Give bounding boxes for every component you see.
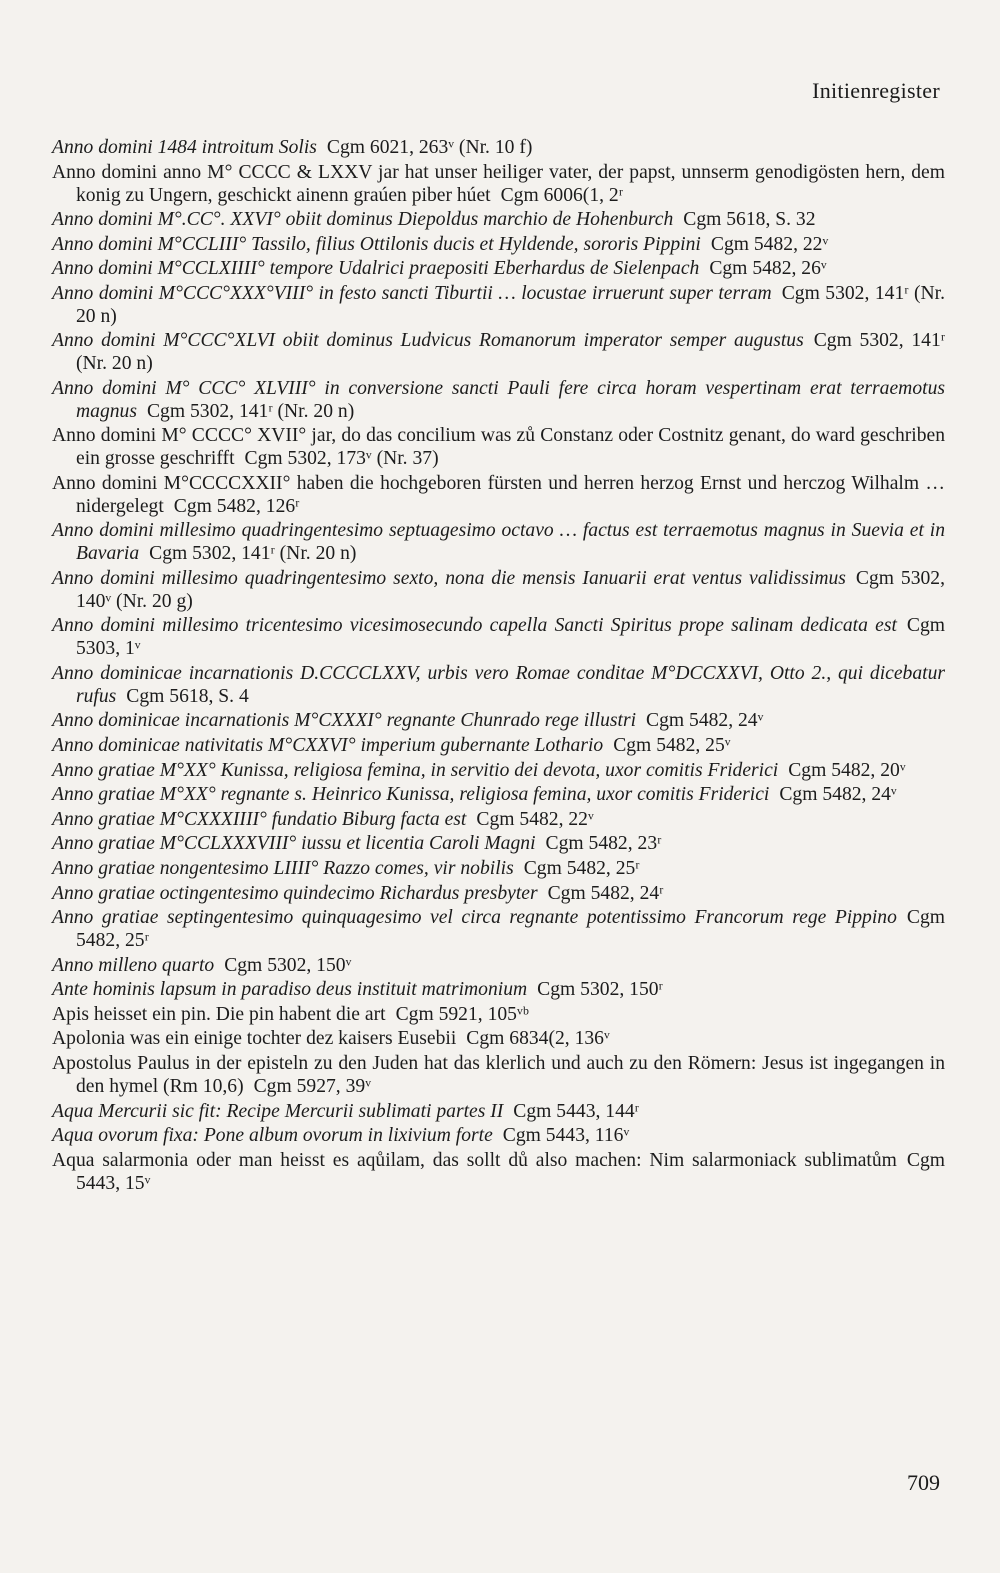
index-entry — [52, 907, 945, 953]
index-entry — [52, 809, 945, 832]
entry-incipit: Anno gratiae M°CXXXIIII° fundatio Biburg facta est — [52, 808, 467, 830]
index-entry — [52, 883, 945, 906]
index-entry — [52, 378, 945, 424]
entry-shelfmark: Cgm 5482, 20ᵛ — [788, 759, 906, 781]
index-entry — [52, 1125, 945, 1148]
index-entry — [52, 615, 945, 661]
index-entry — [52, 1028, 945, 1051]
page-header-title: Initienregister — [812, 78, 940, 103]
index-entry — [52, 162, 945, 208]
entry-incipit: Aqua ovorum fixa: Pone album ovorum in lixivium forte — [52, 1125, 493, 1147]
entry-incipit: Anno domini M°CCC°XLVI obiit dominus Ludvicus Romanorum imperator semper augustus — [52, 330, 804, 352]
entry-incipit: Anno domini millesimo quadringentesimo septuagesimo octavo … factus est terraemotus magnus in Suevia et in Bavaria — [52, 520, 945, 565]
entry-incipit: Anno domini M°CCCCXXII° haben die hochgeboren fürsten und herren herzog Ernst und herczog Wilhalm … nidergelegt — [52, 472, 945, 517]
entry-shelfmark: Cgm 5443, 116ᵛ — [502, 1125, 630, 1147]
entry-shelfmark: Cgm 5618, S. 32 — [683, 209, 816, 231]
entry-shelfmark: Cgm 5482, 24ᵛ — [779, 784, 897, 806]
entry-shelfmark: Cgm 6834(2, 136ᵛ — [466, 1028, 610, 1050]
entry-shelfmark: Cgm 5927, 39ᵛ — [253, 1075, 371, 1097]
entry-shelfmark: Cgm 5482, 24ʳ — [547, 882, 664, 904]
entry-shelfmark: Cgm 5302, 173ᵛ (Nr. 37) — [244, 448, 439, 470]
index-entries — [52, 137, 945, 1197]
index-entry — [52, 735, 945, 758]
entry-shelfmark: Cgm 5443, 144ʳ — [513, 1100, 639, 1122]
entry-incipit: Anno domini M°.CC°. XXVI° obiit dominus Diepoldus marchio de Hohenburch — [52, 209, 674, 231]
index-entry — [52, 425, 945, 471]
entry-shelfmark: Cgm 5618, S. 4 — [126, 685, 249, 707]
entry-shelfmark: Cgm 5302, 141ʳ (Nr. 20 n) — [146, 400, 355, 422]
index-entry — [52, 1150, 945, 1196]
entry-incipit: Aqua Mercurii sic fit: Recipe Mercurii sublimati partes II — [52, 1100, 504, 1122]
index-entry — [52, 955, 945, 978]
index-entry — [52, 1004, 945, 1027]
entry-incipit: Anno gratiae nongentesimo LIIII° Razzo comes, vir nobilis — [52, 857, 514, 879]
entry-shelfmark: Cgm 5482, 26ᵛ — [709, 258, 827, 280]
entry-incipit: Anno domini M° CCCC° XVII° jar, do das concilium was zů Constanz oder Costnitz genant, do ward geschriben ein grosse geschrifft — [52, 425, 945, 470]
entry-incipit: Anno domini M°CCLIII° Tassilo, filius Ottilonis ducis et Hyldende, sororis Pippini — [52, 233, 701, 255]
index-entry — [52, 473, 945, 519]
entry-incipit: Aqua salarmonia oder man heisst es aqůilam, das sollt dů also machen: Nim salarmoniack sublimatům — [52, 1149, 897, 1171]
entry-incipit: Anno domini M°CCLXIIII° tempore Udalrici praepositi Eberhardus de Sielenpach — [52, 258, 700, 280]
index-entry — [52, 137, 945, 160]
index-entry — [52, 1101, 945, 1124]
entry-incipit: Anno gratiae septingentesimo quinquagesimo vel circa regnante potentissimo Francorum rege Pippino — [52, 907, 897, 929]
entry-shelfmark: Cgm 5443, 15ᵛ — [76, 1149, 945, 1194]
entry-incipit: Anno dominicae incarnationis D.CCCCLXXV, urbis vero Romae conditae M°DCCXXVI, Otto 2., qui dicebatur rufus — [52, 662, 945, 707]
entry-incipit: Anno gratiae octingentesimo quindecimo Richardus presbyter — [52, 882, 538, 904]
entry-shelfmark: Cgm 5482, 23ʳ — [545, 833, 662, 855]
entry-incipit: Anno domini millesimo tricentesimo vicesimosecundo capella Sancti Spiritus prope salinam dedicata est — [52, 615, 897, 637]
index-entry — [52, 209, 945, 232]
index-entry — [52, 568, 945, 614]
index-entry — [52, 1053, 945, 1099]
entry-shelfmark: Cgm 5921, 105ᵛᵇ — [395, 1003, 529, 1025]
entry-shelfmark: Cgm 5482, 25ᵛ — [613, 734, 731, 756]
entry-shelfmark: Cgm 5482, 126ʳ — [173, 495, 300, 517]
index-entry — [52, 283, 945, 329]
entry-shelfmark: Cgm 6021, 263ᵛ (Nr. 10 f) — [326, 137, 533, 158]
entry-incipit: Anno gratiae M°XX° Kunissa, religiosa femina, in servitio dei devota, uxor comitis Friderici — [52, 759, 779, 781]
index-entry — [52, 710, 945, 733]
entry-shelfmark: Cgm 5302, 150ᵛ — [224, 954, 352, 976]
entry-incipit: Anno dominicae nativitatis M°CXXVI° imperium gubernante Lothario — [52, 734, 604, 756]
entry-shelfmark: Cgm 5482, 25ʳ — [76, 907, 945, 952]
page-number: 709 — [907, 1470, 940, 1495]
entry-shelfmark: Cgm 5482, 25ʳ — [523, 857, 640, 879]
index-entry — [52, 258, 945, 281]
entry-shelfmark: Cgm 5303, 1ᵛ — [76, 615, 945, 660]
index-entry — [52, 330, 945, 376]
index-entry — [52, 784, 945, 807]
entry-incipit: Anno milleno quarto — [52, 954, 215, 976]
entry-shelfmark: Cgm 5302, 141ʳ (Nr. 20 n) — [76, 330, 946, 375]
entry-incipit: Apostolus Paulus in der episteln zu den Juden hat das klerlich und auch zu den Römern: Jesus ist ingegangen in den hymel (Rm 10,6) — [52, 1053, 945, 1097]
entry-incipit: Ante hominis lapsum in paradiso deus instituit matrimonium — [52, 979, 528, 1001]
entry-incipit: Apis heisset ein pin. Die pin habent die art — [52, 1003, 386, 1025]
entry-shelfmark: Cgm 6006(1, 2ʳ — [500, 184, 623, 206]
index-entry — [52, 663, 945, 709]
entry-incipit: Anno domini 1484 introitum Solis — [52, 137, 317, 158]
index-entry — [52, 858, 945, 881]
entry-shelfmark: Cgm 5302, 141ʳ (Nr. 20 n) — [149, 543, 357, 565]
entry-incipit: Anno gratiae M°XX° regnante s. Heinrico Kunissa, religiosa femina, uxor comitis Friderici — [52, 784, 770, 806]
entry-shelfmark: Cgm 5302, 140ᵛ (Nr. 20 g) — [76, 567, 945, 612]
entry-incipit: Apolonia was ein einige tochter dez kaisers Eusebii — [52, 1028, 457, 1050]
entry-shelfmark: Cgm 5482, 22ᵛ — [476, 808, 594, 830]
index-entry — [52, 833, 945, 856]
entry-shelfmark: Cgm 5482, 24ᵛ — [646, 710, 764, 732]
index-entry — [52, 979, 945, 1002]
entry-incipit: Anno domini millesimo quadringentesimo sexto, nona die mensis Ianuarii erat ventus validissimus — [52, 567, 846, 589]
index-entry — [52, 234, 945, 257]
entry-shelfmark: Cgm 5302, 150ʳ — [537, 979, 663, 1001]
entry-incipit: Anno domini anno M° CCCC & LXXV jar hat unser heiliger vater, der papst, unnserm genodigösten hern, dem konig zu Ungern, geschickt ainenn graúen piber húet — [52, 161, 945, 206]
entry-incipit: Anno gratiae M°CCLXXXVIII° iussu et licentia Caroli Magni — [52, 833, 536, 855]
entry-shelfmark: Cgm 5482, 22ᵛ — [710, 233, 829, 255]
entry-incipit: Anno domini M° CCC° XLVIII° in conversione sancti Pauli fere circa horam vespertinam erat terraemotus magnus — [52, 377, 945, 422]
entry-incipit: Anno domini M°CCC°XXX°VIII° in festo sancti Tiburtii … locustae irruerunt super terram — [52, 282, 772, 304]
entry-incipit: Anno dominicae incarnationis M°CXXXI° regnante Chunrado rege illustri — [52, 710, 637, 732]
index-entry — [52, 520, 945, 566]
entry-shelfmark: Cgm 5302, 141ʳ (Nr. 20 n) — [76, 282, 946, 327]
index-entry — [52, 760, 945, 783]
